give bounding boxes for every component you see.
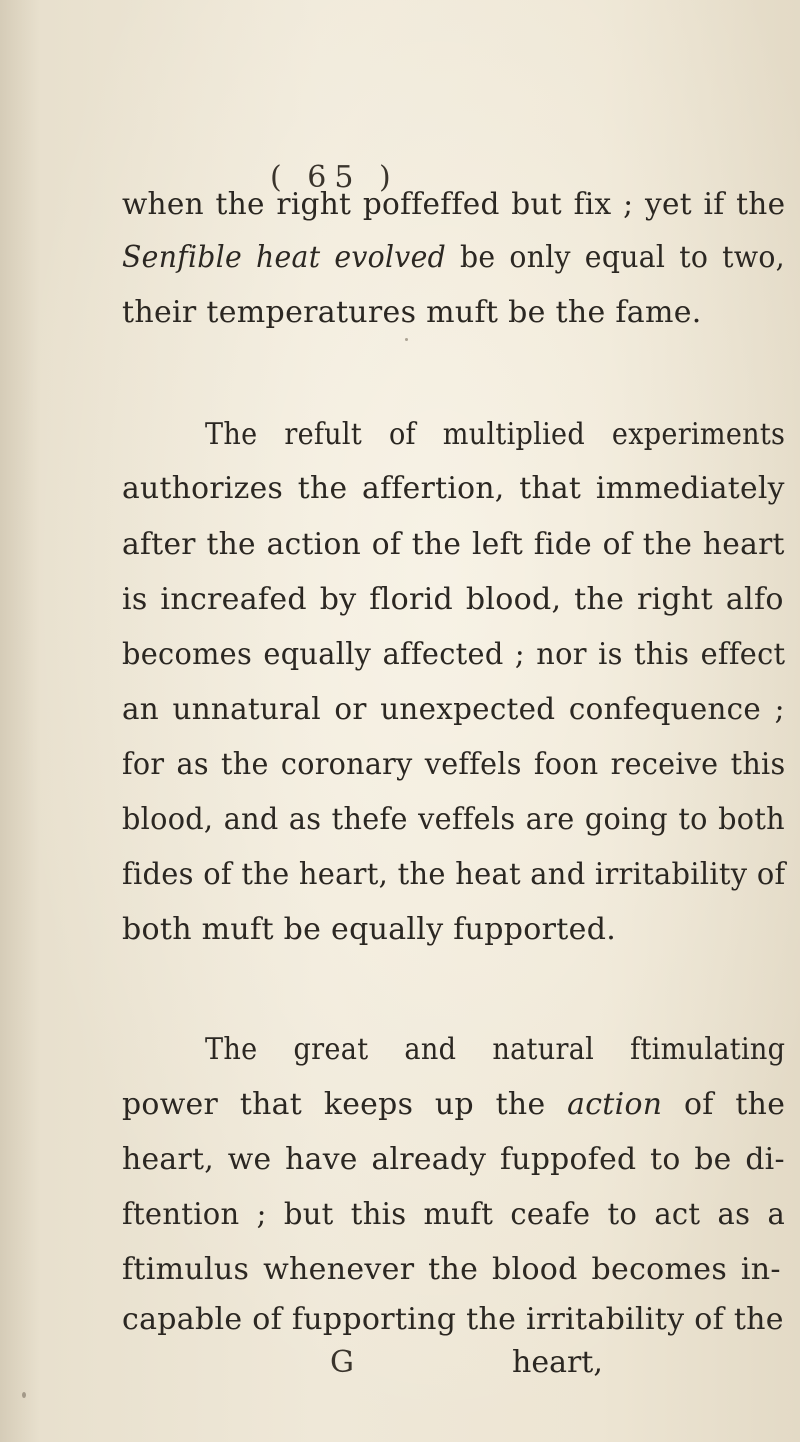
text-line: fides of the heart, the heat and irritability of [122,857,786,892]
text-line: both muft be equally fupported. [122,912,617,947]
text-line: capable of fupporting the irritability of the [122,1302,784,1337]
page-number: ( 65 ) [270,160,399,195]
text-line: authorizes the affertion, that immediately [122,471,785,506]
text-line: after the action of the left fide of the heart [122,527,785,562]
text-line: becomes equally affected ; nor is this effect [122,637,786,672]
paper-fleck [22,1392,26,1398]
text-line: heart, we have already fuppofed to be di- [122,1142,785,1177]
italic-phrase: Senfible heat evolved [122,240,446,275]
text-line: ftimulus whenever the blood becomes in- [122,1252,781,1287]
italic-word: action [567,1087,663,1122]
text-line: blood, and as thefe veffels are going to both [122,802,785,837]
signature-mark: G [330,1345,354,1380]
text-line: when the right poffeffed but fix ; yet if the [122,187,786,222]
catchword: heart, [512,1345,603,1380]
text-line: is increafed by florid blood, the right alfo [122,582,784,617]
text-line: The great and natural ftimulating [205,1032,786,1067]
text-line: an unnatural or unexpected confequence ; [122,692,785,727]
text-line: for as the coronary veffels foon receive this [122,747,786,782]
text-line: their temperatures muft be the fame. [122,295,702,330]
text-line: power that keeps up the action of the [122,1087,786,1122]
paper-fleck [405,338,408,341]
gutter-shadow [0,0,40,1442]
text-line: The refult of multiplied experiments [205,417,786,452]
text-line: Senfible heat evolved be only equal to two, [122,240,785,275]
text-line: ftention ; but this muft ceafe to act as a [122,1197,786,1232]
